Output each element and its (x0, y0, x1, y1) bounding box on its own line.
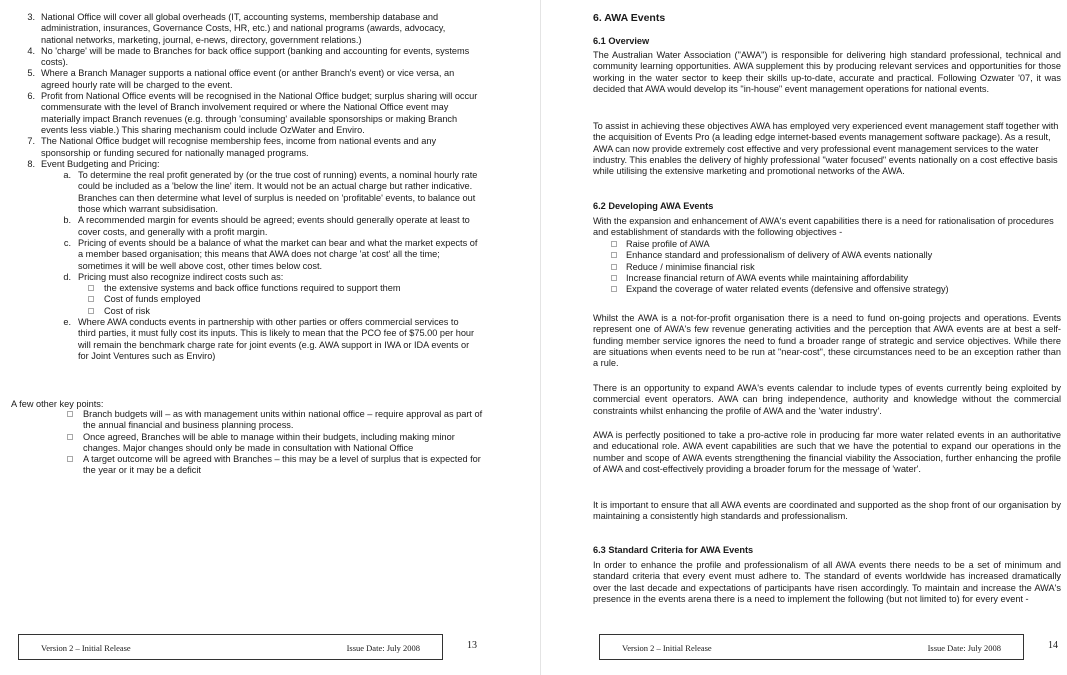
item-text: Reduce / minimise financial risk (626, 261, 755, 272)
list-item (593, 262, 1053, 273)
sublist-item (61, 317, 478, 362)
checkbox-bullet-icon (611, 264, 617, 270)
item-text: Event Budgeting and Pricing: (41, 158, 160, 169)
checkbox-bullet-icon (611, 252, 617, 258)
checkbox-bullet-icon (67, 434, 73, 440)
body-paragraph: It is important to ensure that all AWA events are coordinated and supported as the shop front of our organisation by maintaining a consistently high standards and professionalism. (593, 500, 1061, 522)
developing-title: 6.2 Developing AWA Events (593, 201, 714, 211)
key-points-list (63, 409, 483, 477)
checkbox-bullet-icon (67, 456, 73, 462)
item-text: Expand the coverage of water related events (defensive and offensive strategy) (626, 284, 949, 295)
item-text: Where AWA conducts events in partnership with other parties or offers commercial services to third parties, it must fully cost its inputs. This is likely to mean that the PCO fee of $75.00 per hour will remain the benchmark charge rate for joint events (e.g. AWA support in IWA or IDA events or for Joint Ventures such as Enviro) (78, 317, 475, 361)
left-page (0, 0, 530, 675)
footer-version: Version 2 – Initial Release (41, 643, 131, 653)
item-text: To determine the real profit generated by (or the true cost of running) events, a nominal hourly rate could be included as a 'below the line' item. It would not be an actual charge but rather indicative. Branches can then determine what level of surplus is needed on 'profitable' events, to balance out those which warrant subsidisation. (78, 170, 478, 215)
item-text: National Office will cover all global overheads (IT, accounting systems, membership database and administration, insurances, Governance Costs, HR, etc.) and national programs (awards, advocacy, national networks, marketing, journal, e-news, directory, government relations.) (41, 12, 446, 45)
list-item (23, 46, 478, 69)
numbered-list (23, 12, 478, 362)
item-text: Pricing of events should be a balance of what the market can bear and what the market expects of a member based organisation; this means that AWA does not charge 'at cost' all the time; sometimes it will be well above cost, other times below cost. (78, 237, 478, 271)
checkbox-bullet-icon (611, 241, 617, 247)
body-paragraph: There is an opportunity to expand AWA's events calendar to include types of events currently being exploited by commercial event operators. AWA can bring independence, authority and knowledge without the commercial constraints whilst enhancing the profile of AWA and the 'water industry'. (593, 383, 1061, 416)
list-item (84, 306, 478, 317)
item-letter: c. (63, 237, 71, 248)
page-number: 14 (1048, 640, 1058, 651)
list-item (23, 159, 478, 362)
list-item (84, 294, 478, 305)
item-text: Raise profile of AWA (626, 239, 710, 249)
budgeting-sublist (61, 170, 478, 362)
developing-intro: With the expansion and enhancement of AWA's event capabilities there is a need for rationalisation of procedures and establishment of standards with the following objectives - (593, 216, 1054, 238)
list-item (593, 284, 1053, 295)
checkbox-bullet-icon (88, 308, 94, 314)
item-text: Cost of funds employed (104, 294, 201, 305)
list-item (84, 283, 478, 294)
list-item (23, 12, 478, 46)
list-item (63, 454, 483, 477)
item-text: A recommended margin for events should be agreed; events should generally operate at least to cover costs, and generally with a profit margin. (78, 215, 470, 237)
body-paragraph: Whilst the AWA is a not-for-profit organisation there is a need to fund on-going projects and operations. Events represent one of AWA's few revenue generating activities and the perception that AWA events are at best a self-funding member service ignores the need to fund a broader range of strategic and service objectives. While there are situations when events need to be run at "near-cost", these circumstances need to be an exception rather than a rule. (593, 313, 1061, 369)
page-footer (599, 634, 1024, 660)
item-text: Branch budgets will – as with management units within national office – require approval as part of the annual financial and business planning process. (83, 409, 483, 431)
item-text: Where a Branch Manager supports a national office event (or anther Branch's event) or vice versa, an agreed hourly rate will be charged to the event. (41, 68, 455, 90)
item-number: 7. (27, 136, 35, 147)
key-points-heading: A few other key points: (11, 399, 104, 409)
criteria-title: 6.3 Standard Criteria for AWA Events (593, 545, 754, 555)
item-letter: e. (63, 317, 71, 328)
page-footer (18, 634, 443, 660)
footer-version: Version 2 – Initial Release (622, 643, 712, 653)
checkbox-bullet-icon (88, 296, 94, 302)
criteria-paragraph: In order to enhance the profile and professionalism of all AWA events there needs to be a set of minimum and standard criteria that every event must adhere to. The standard of events worldwide has increased dramatically over the last decade and expectations of participants have risen accordingly. To maintain and increase the AWA's presence in the events arena there is a need to implement the following (but not limited to) for every event - (593, 560, 1061, 604)
item-letter: b. (63, 215, 71, 226)
item-letter: a. (63, 170, 71, 181)
list-item (63, 432, 483, 455)
overview-paragraph: To assist in achieving these objectives AWA has employed very experienced event management staff together with the acquisition of Events Pro (a leading edge internet-based events management software package). As a result, AWA can now provide extremely cost effective and very professional event management services to the water industry. This enables the delivery of highly professional "water focused" events nationally on a cost effective basis while utilising the extensive marketing and promotional networks of the AWA. (593, 121, 1059, 177)
item-letter: d. (63, 271, 71, 282)
item-text: No 'charge' will be made to Branches for back office support (banking and accounting for events, systems costs). (41, 45, 470, 68)
item-text: Profit from National Office events will be recognised in the National Office budget; surplus sharing will occur commensurate with the level of Branch involvement required or where the National Office event may materially impact Branch revenues (e.g. through 'consuming' available sponsorships or making Branch events less viable.) This sharing mechanism could include OzWater and Enviro. (41, 91, 478, 135)
footer-issue-date: Issue Date: July 2008 (927, 643, 1001, 653)
item-number: 8. (27, 158, 35, 169)
list-item (23, 91, 478, 136)
item-text: the extensive systems and back office functions required to support them (104, 283, 401, 294)
footer-issue-date: Issue Date: July 2008 (346, 643, 420, 653)
indirect-costs-list (84, 283, 478, 317)
sublist-item (61, 170, 478, 215)
list-item (63, 409, 483, 432)
item-text: Enhance standard and professionalism of delivery of AWA events nationally (626, 250, 933, 261)
section-title: 6. AWA Events (593, 12, 666, 24)
item-number: 6. (27, 91, 35, 102)
list-item (23, 68, 478, 91)
list-item (593, 250, 1053, 261)
item-number: 4. (27, 45, 35, 56)
item-number: 3. (27, 12, 35, 22)
overview-paragraph: The Australian Water Association ("AWA") is responsible for delivering high standard professional, technical and community learning opportunities. AWA supplement this by producing relevant services and opportunities for those working in the water sector to keep their skills up-to-date, accurate and practical. Following Ozwater '07, it was decided that AWA would develop its "in-house" event management operations for national events. (593, 50, 1061, 94)
item-number: 5. (27, 68, 35, 79)
objectives-list (593, 239, 1053, 295)
checkbox-bullet-icon (611, 275, 617, 281)
checkbox-bullet-icon (88, 285, 94, 291)
sublist-item (61, 238, 478, 272)
item-text: Pricing must also recognize indirect costs such as: (78, 271, 284, 282)
item-text: Once agreed, Branches will be able to manage within their budgets, including making minor changes. Major changes should only be made in consultation with National Office (83, 431, 455, 453)
list-item (593, 239, 1053, 250)
item-text: Cost of risk (104, 305, 150, 316)
sublist-item (61, 272, 478, 317)
right-page (540, 0, 1067, 675)
item-text: Increase financial return of AWA events while maintaining affordability (626, 272, 909, 283)
checkbox-bullet-icon (67, 411, 73, 417)
sublist-item (61, 215, 478, 238)
body-paragraph: AWA is perfectly positioned to take a pro-active role in producing far more water related events in an authoritative and educational role. AWA event capabilities are such that we have the potential to expand our operations in the number and scope of AWA events strengthening the financial viability the Association, further enhancing the profile of AWA and cost-effectively providing a broader forum for the message of 'water'. (593, 430, 1061, 474)
item-text: The National Office budget will recognise membership fees, income from national events and any sponsorship or funding secured for nationally managed programs. (41, 136, 437, 158)
list-item (593, 273, 1053, 284)
overview-title: 6.1 Overview (593, 36, 650, 46)
checkbox-bullet-icon (611, 286, 617, 292)
item-text: A target outcome will be agreed with Branches – this may be a level of surplus that is expected for the year or it may be a deficit (83, 454, 481, 476)
page-number: 13 (467, 640, 477, 651)
list-item (23, 136, 478, 159)
